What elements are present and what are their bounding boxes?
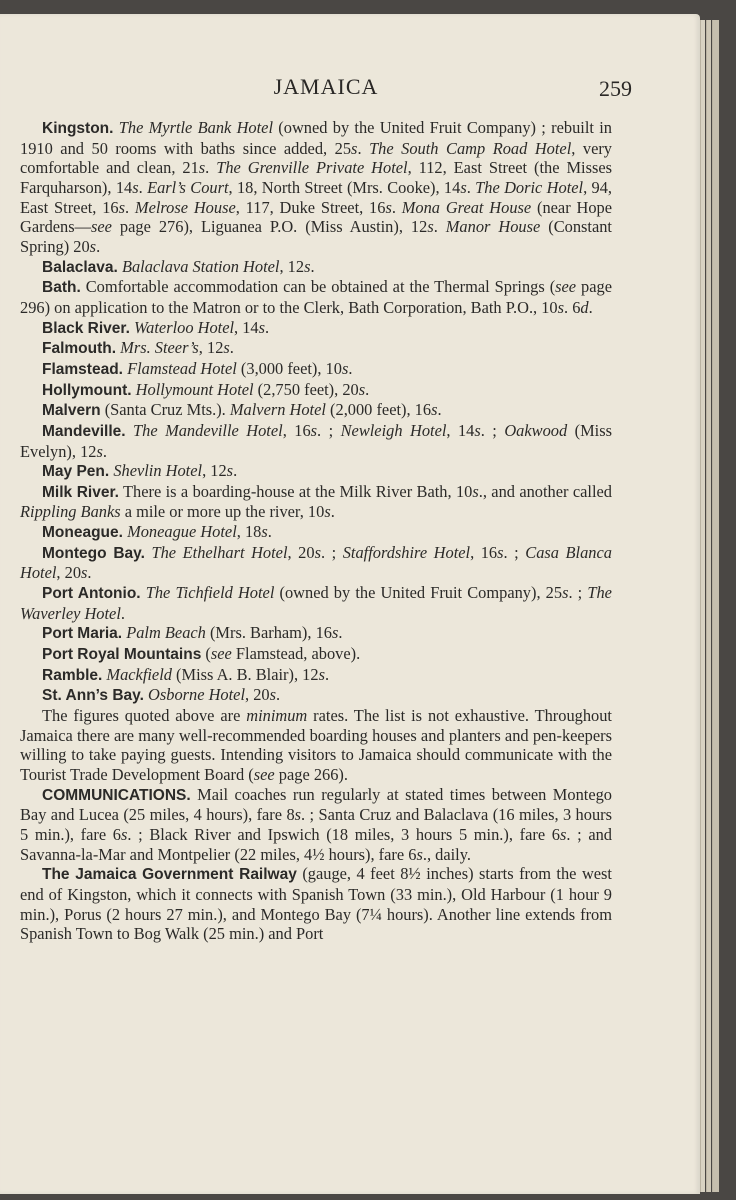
entry-text: (see Flamstead, above). (201, 644, 361, 664)
entry-text: Osborne Hotel, 20s. (148, 685, 281, 705)
entry (20, 118, 612, 257)
entry-place: Falmouth. (42, 340, 117, 358)
entry-text: (gauge, 4 feet 8½ inches) starts from the west end of Kingston, which it connects with Spanish Town (33 min.), Old Harbour (1 hour 9 min.), Porus (2 hours 27 min.), and Montego Bay (7¼ hours). Another line extends from Spanish Town to Bog Walk (25 min.) and Port (20, 864, 612, 944)
entry-text: There is a boarding-house at the Milk River Bath, 10s., and another called Rippling Banks a mile or more up the river, 10s. (20, 481, 612, 522)
page-header (20, 74, 632, 108)
entry-text: Flamstead Hotel (3,000 feet), 10s. (127, 358, 353, 378)
entry (20, 359, 612, 380)
entry-text: Palm Beach (Mrs. Barham), 16s. (126, 623, 343, 643)
entry (20, 623, 612, 644)
entry (20, 400, 612, 421)
entry-text: Moneague Hotel, 18s. (127, 522, 272, 542)
page-number: 259 (599, 76, 632, 101)
entry-text: Mrs. Steer’s, 12s. (120, 338, 234, 358)
entry (20, 522, 612, 543)
entry (20, 277, 612, 317)
entry (20, 421, 612, 461)
body-text (20, 118, 612, 944)
entry-place: Bath. (42, 279, 81, 297)
entry (20, 583, 612, 623)
entry-place: Flamstead. (42, 360, 123, 378)
entry-text: Shevlin Hotel, 12s. (113, 461, 238, 481)
entry (20, 685, 612, 706)
entry (20, 482, 612, 522)
entry-text: Waterloo Hotel, 14s. (134, 317, 270, 337)
entry-place: Montego Bay. (42, 544, 145, 562)
entry (20, 644, 612, 665)
entry (20, 338, 612, 359)
entry-text: The Tichfield Hotel (owned by the United Fruit Company), 25s. ; The Waverley Hotel. (20, 583, 612, 623)
entry-place: Ramble. (42, 666, 103, 684)
entry-text: The Ethelhart Hotel, 20s. ; Staffordshire Hotel, 16s. ; Casa Blanca Hotel, 20s. (20, 542, 612, 583)
entry-text: Hollymount Hotel (2,750 feet), 20s. (135, 379, 370, 399)
entry (20, 706, 612, 785)
entry (20, 380, 612, 401)
page-edge (706, 20, 711, 1192)
entry-place: Port Royal Mountains (42, 646, 202, 664)
entry-place: Moneague. (42, 524, 123, 542)
page-edge (700, 20, 705, 1192)
entry-text: The Mandeville Hotel, 16s. ; Newleigh Hotel, 14s. ; Oakwood (Miss Evelyn), 12s. (20, 420, 612, 461)
entry-text: The figures quoted above are minimum rates. The list is not exhaustive. Throughout Jamaica there are many well-recommended boarding houses and planters and pen-keepers willing to take paying guests. Intending visitors to Jamaica should communicate with the Tourist Trade Development Board (see page 266). (20, 706, 612, 784)
entry-place: Mandeville. (42, 422, 126, 440)
entry-text: Mail coaches run regularly at stated times between Montego Bay and Lucea (25 miles, 4 hours), fare 8s. ; Santa Cruz and Balaclava (16 miles, 3 hours 5 min.), fare 6s. ; Black River and Ipswich (18 miles, 3 hours 5 min.), fare 6s. ; and Savanna-la-Mar and Montpelier (22 miles, 4½ hours), fare 6s., daily. (20, 784, 612, 864)
entry (20, 461, 612, 482)
entry (20, 318, 612, 339)
entry (20, 785, 612, 865)
entry-place: St. Ann’s Bay. (42, 687, 144, 705)
entry-place: Port Antonio. (42, 585, 141, 603)
entry-place: Balaclava. (42, 258, 118, 276)
entry-place: COMMUNICATIONS. (42, 786, 191, 804)
entry (20, 864, 612, 944)
entry-place: Hollymount. (42, 381, 132, 399)
entry-text: Comfortable accommodation can be obtained at the Thermal Springs (see page 296) on application to the Matron or to the Clerk, Bath Corporation, Bath P.O., 10s. 6d. (20, 277, 612, 317)
entry-place: May Pen. (42, 463, 110, 481)
entry-text: Mackfield (Miss A. B. Blair), 12s. (106, 664, 330, 684)
entry (20, 665, 612, 686)
entry-text: The Myrtle Bank Hotel (owned by the United Fruit Company) ; rebuilt in 1910 and 50 rooms with baths since added, 25s. The South Camp Road Hotel, very comfortable and clean, 21s. The Grenville Private Hotel, 112, East Street (the Misses Farquharson), 14s. Earl’s Court, 18, North Street (Mrs. Cooke), 14s. The Doric Hotel, 94, East Street, 16s. Melrose House, 117, Duke Street, 16s. Mona Great House (near Hope Gardens—see page 276), Liguanea P.O. (Miss Austin), 12s. Manor House (Constant Spring) 20s. (20, 118, 613, 256)
entry (20, 257, 612, 278)
page-edge (712, 20, 719, 1192)
entry-text: Balaclava Station Hotel, 12s. (121, 256, 315, 276)
entry-place: Port Maria. (42, 625, 123, 643)
entry-place: The Jamaica Government Railway (42, 866, 297, 884)
entry-place: Black River. (42, 319, 130, 337)
running-head: JAMAICA (273, 74, 379, 99)
entry-place: Malvern (42, 402, 101, 420)
entry (20, 543, 612, 583)
entry-text: (Santa Cruz Mts.). Malvern Hotel (2,000 feet), 16s. (100, 400, 442, 420)
entry-place: Milk River. (42, 483, 119, 501)
entry-place: Kingston. (42, 120, 114, 137)
